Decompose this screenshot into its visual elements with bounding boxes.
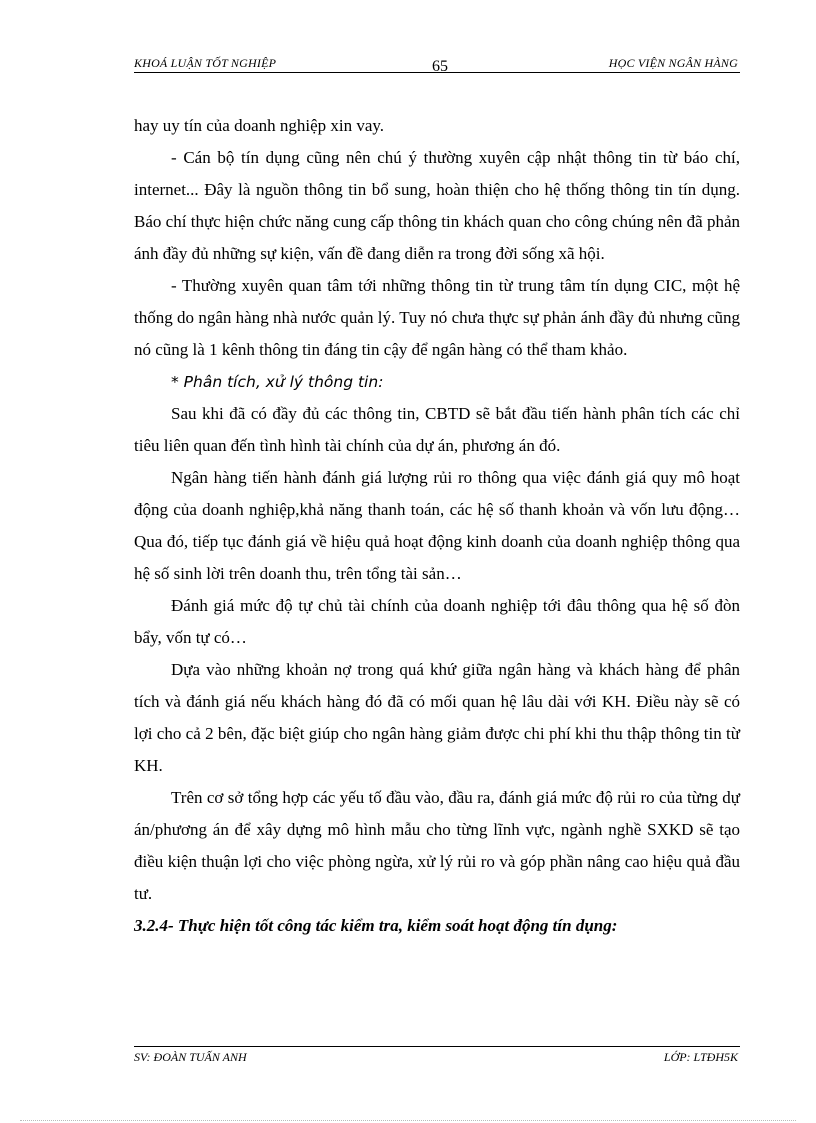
header-thesis-title: KHOÁ LUẬN TỐT NGHIỆP [134,56,277,70]
paragraph-1: hay uy tín của doanh nghiệp xin vay. [134,116,385,135]
paragraph-9: Trên cơ sở tổng hợp các yếu tố đầu vào, đầu ra, đánh giá mức độ rủi ro của từng dự án/phương án để xây dựng mô hình mẫu cho từng lĩnh vực, ngành nghề SXKD sẽ tạo điều kiện thuận lợi cho việc phòng ngừa, xử lý rủi ro và góp phần nâng cao hiệu quả đầu tư. [134,788,740,903]
page-number: 65 [432,58,448,75]
header-divider [134,72,740,73]
paragraph-2: - Cán bộ tín dụng cũng nên chú ý thường xuyên cập nhật thông tin từ báo chí, internet... Đây là nguồn thông tin bổ sung, hoàn thiện cho hệ thống thông tin tín dụng. Báo chí thực hiện chức năng cung cấp thông tin khách quan cho công chúng nên đã phản ánh đầy đủ những sự kiện, vấn đề đang diễn ra trong đời sống xã hội. [134,148,740,263]
footer-student: SV: ĐOÀN TUẤN ANH [134,1050,247,1064]
subheading-analysis: * Phân tích, xử lý thông tin: [171,373,384,391]
footer-class: LỚP: LTĐH5K [663,1050,738,1064]
paragraph-6: Ngân hàng tiến hành đánh giá lượng rủi ro thông qua việc đánh giá quy mô hoạt động của doanh nghiệp,khả năng thanh toán, các hệ số thanh khoản và vốn lưu động…Qua đó, tiếp tục đánh giá về hiệu quả hoạt động kinh doanh của doanh nghiệp thông qua hệ số sinh lời trên doanh thu, trên tổng tài sản… [134,468,740,583]
footer-divider [134,1046,740,1047]
page-edge [20,1120,796,1121]
paragraph-8: Dựa vào những khoản nợ trong quá khứ giữa ngân hàng và khách hàng để phân tích và đánh giá nếu khách hàng đó đã có mối quan hệ lâu dài với KH. Điều này sẽ có lợi cho cả 2 bên, đặc biệt giúp cho ngân hàng giảm được chi phí khi thu thập thông tin từ KH. [134,660,740,775]
body-text [134,110,740,942]
header-institution: HỌC VIỆN NGÂN HÀNG [608,56,738,70]
section-heading: 3.2.4- Thực hiện tốt công tác kiểm tra, kiểm soát hoạt động tín dụng: [134,916,618,935]
paragraph-3: - Thường xuyên quan tâm tới những thông tin từ trung tâm tín dụng CIC, một hệ thống do ngân hàng nhà nước quản lý. Tuy nó chưa thực sự phản ánh đầy đủ nhưng cũng nó cũng là 1 kênh thông tin đáng tin cậy để ngân hàng có thể tham khảo. [134,276,740,359]
paragraph-5: Sau khi đã có đầy đủ các thông tin, CBTD sẽ bắt đầu tiến hành phân tích các chỉ tiêu liên quan đến tình hình tài chính của dự án, phương án đó. [134,404,740,455]
paragraph-7: Đánh giá mức độ tự chủ tài chính của doanh nghiệp tới đâu thông qua hệ số đòn bẩy, vốn tự có… [134,596,740,647]
